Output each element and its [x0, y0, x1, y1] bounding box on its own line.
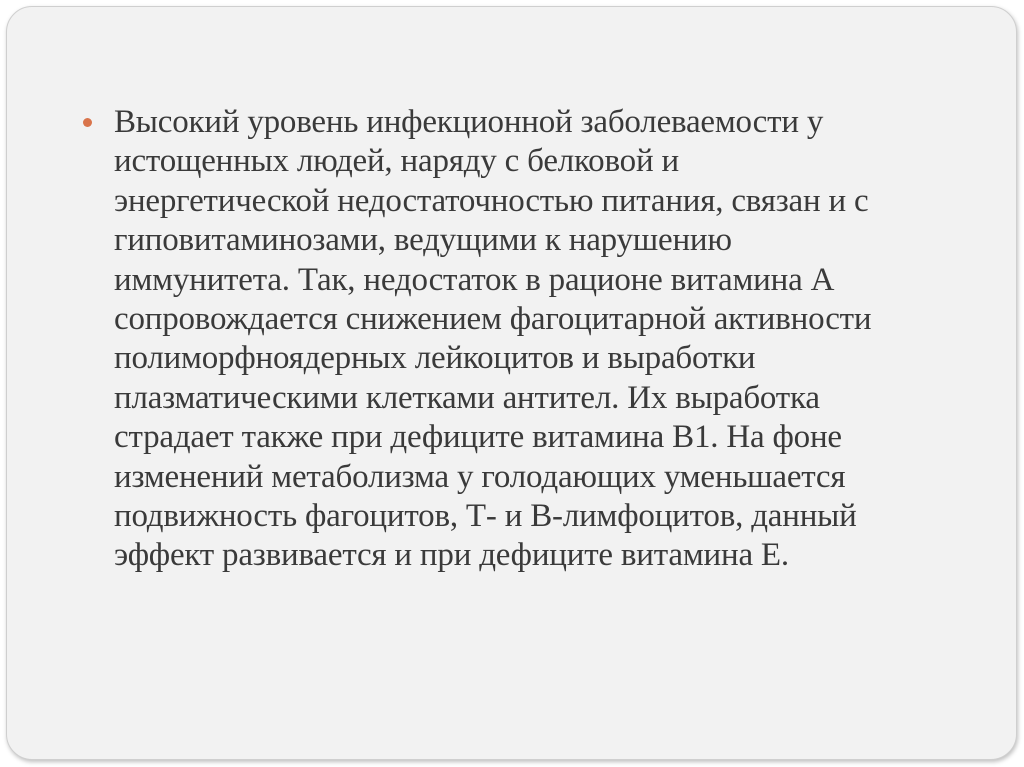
- text-line: гиповитаминозами, ведущими к нарушению: [114, 222, 732, 259]
- bullet-item: [83, 103, 993, 576]
- slide-content: [83, 103, 993, 576]
- text-line: страдает также при дефиците витамина В1. На фоне: [114, 419, 842, 456]
- text-line: полиморфноядерных лейкоцитов и выработки: [114, 340, 756, 377]
- text-line: иммунитета. Так, недостаток в рационе витамина А: [114, 261, 835, 298]
- text-line: Высокий уровень инфекционной заболеваемости у: [114, 104, 824, 140]
- slide-frame: [6, 6, 1017, 760]
- text-line: сопровождается снижением фагоцитарной активности: [114, 301, 872, 338]
- text-line: энергетической недостаточностью питания, связан и с: [114, 182, 869, 219]
- orange-dot-icon: [83, 118, 92, 127]
- text-line: изменений метаболизма у голодающих уменьшается: [114, 458, 846, 495]
- text-line: эффект развивается и при дефиците витамина Е.: [114, 537, 789, 574]
- text-line: истощенных людей, наряду с белковой и: [114, 143, 679, 180]
- text-line: плазматическими клетками антител. Их выработка: [114, 379, 820, 416]
- bullet-text: [114, 103, 871, 576]
- text-line: подвижность фагоцитов, Т- и В-лимфоцитов, данный: [114, 498, 857, 535]
